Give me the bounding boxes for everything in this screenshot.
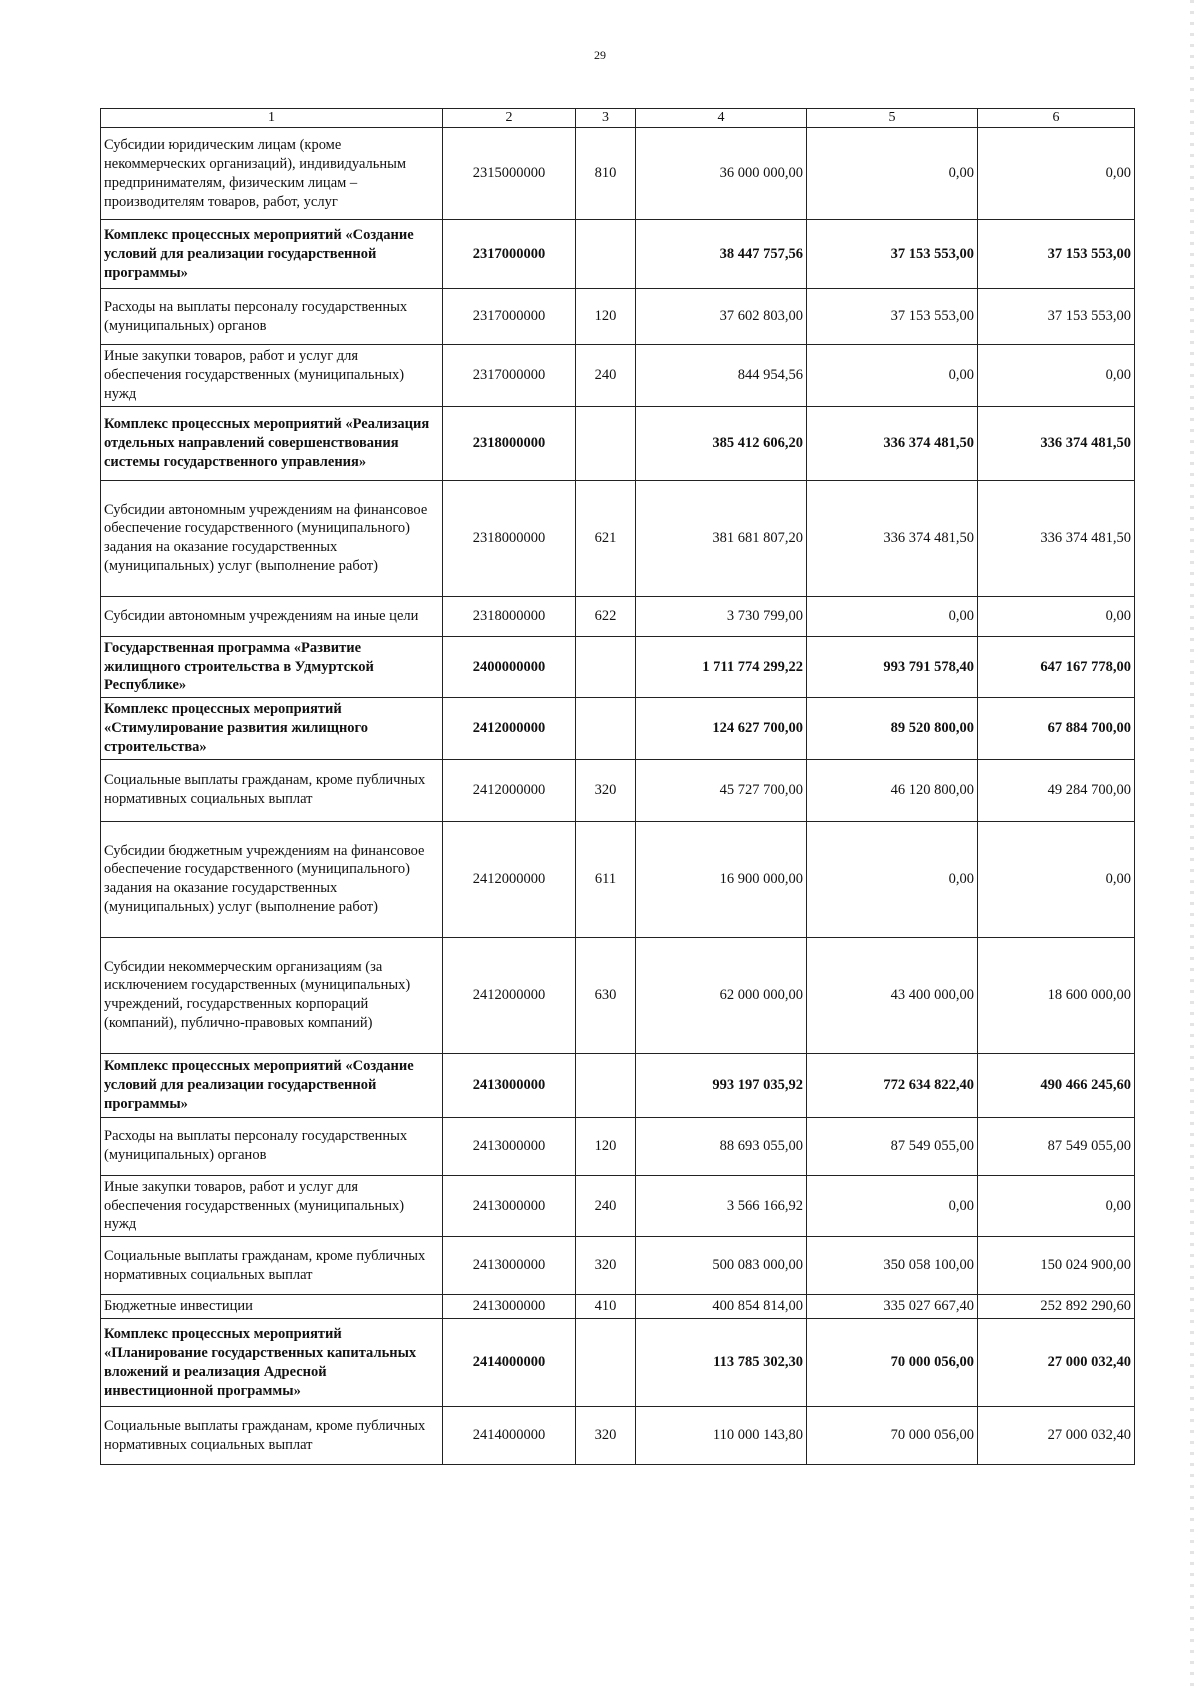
row-value-6-cell: 49 284 700,00 [978, 759, 1135, 821]
row-value-4-cell: 381 681 807,20 [636, 480, 807, 596]
table-row [101, 937, 1135, 1053]
row-value-6-cell: 0,00 [978, 1175, 1135, 1237]
row-code-cell: 2413000000 [443, 1053, 576, 1117]
row-value-6-cell: 27 000 032,40 [978, 1407, 1135, 1465]
row-value-5-cell: 70 000 056,00 [807, 1319, 978, 1407]
row-value-6-cell: 252 892 290,60 [978, 1295, 1135, 1319]
row-name-cell: Социальные выплаты гражданам, кроме публичных нормативных социальных выплат [101, 1407, 443, 1465]
row-name-cell: Субсидии бюджетным учреждениям на финансовое обеспечение государственного (муниципального) задания на оказание государственных (муниципальных) услуг (выполнение работ) [101, 821, 443, 937]
header-row [101, 109, 1135, 128]
row-value-4-cell: 37 602 803,00 [636, 289, 807, 345]
row-type-cell: 320 [576, 1407, 636, 1465]
row-code-cell: 2317000000 [443, 220, 576, 289]
row-value-6-cell: 490 466 245,60 [978, 1053, 1135, 1117]
row-value-4-cell: 3 566 166,92 [636, 1175, 807, 1237]
row-type-cell: 320 [576, 759, 636, 821]
row-code-cell: 2412000000 [443, 821, 576, 937]
row-code-cell: 2413000000 [443, 1117, 576, 1175]
table-row [101, 128, 1135, 220]
row-value-5-cell: 0,00 [807, 1175, 978, 1237]
header-cell: 1 [101, 109, 443, 128]
row-name-cell: Иные закупки товаров, работ и услуг для обеспечения государственных (муниципальных) нужд [101, 1175, 443, 1237]
row-code-cell: 2413000000 [443, 1237, 576, 1295]
header-cell: 6 [978, 109, 1135, 128]
row-code-cell: 2318000000 [443, 480, 576, 596]
table-row [101, 759, 1135, 821]
header-cell: 4 [636, 109, 807, 128]
row-code-cell: 2317000000 [443, 345, 576, 407]
row-name-cell: Расходы на выплаты персоналу государственных (муниципальных) органов [101, 1117, 443, 1175]
row-name-cell: Субсидии некоммерческим организациям (за исключением государственных (муниципальных) учреждений, государственных корпораций (компаний), публично-правовых компаний) [101, 937, 443, 1053]
row-name-cell: Комплекс процессных мероприятий «Создание условий для реализации государственной программы» [101, 220, 443, 289]
row-value-6-cell: 0,00 [978, 345, 1135, 407]
table-row [101, 1053, 1135, 1117]
row-value-4-cell: 62 000 000,00 [636, 937, 807, 1053]
row-value-6-cell: 0,00 [978, 596, 1135, 636]
row-name-cell: Расходы на выплаты персоналу государственных (муниципальных) органов [101, 289, 443, 345]
row-type-cell [576, 220, 636, 289]
row-type-cell: 630 [576, 937, 636, 1053]
row-value-4-cell: 88 693 055,00 [636, 1117, 807, 1175]
table-row [101, 1237, 1135, 1295]
row-value-5-cell: 350 058 100,00 [807, 1237, 978, 1295]
row-value-5-cell: 0,00 [807, 345, 978, 407]
row-value-4-cell: 385 412 606,20 [636, 406, 807, 480]
row-value-5-cell: 46 120 800,00 [807, 759, 978, 821]
row-code-cell: 2318000000 [443, 406, 576, 480]
row-type-cell: 120 [576, 289, 636, 345]
row-value-5-cell: 70 000 056,00 [807, 1407, 978, 1465]
row-name-cell: Бюджетные инвестиции [101, 1295, 443, 1319]
row-name-cell: Субсидии автономным учреждениям на финансовое обеспечение государственного (муниципального) задания на оказание государственных (муниципальных) услуг (выполнение работ) [101, 480, 443, 596]
row-value-6-cell: 150 024 900,00 [978, 1237, 1135, 1295]
row-value-6-cell: 336 374 481,50 [978, 480, 1135, 596]
table-row [101, 220, 1135, 289]
row-value-6-cell: 647 167 778,00 [978, 636, 1135, 698]
row-value-5-cell: 336 374 481,50 [807, 406, 978, 480]
budget-table [100, 108, 1135, 1465]
row-type-cell: 120 [576, 1117, 636, 1175]
table-row [101, 1117, 1135, 1175]
row-value-5-cell: 89 520 800,00 [807, 698, 978, 760]
table-body [101, 128, 1135, 1465]
row-value-5-cell: 335 027 667,40 [807, 1295, 978, 1319]
row-value-4-cell: 3 730 799,00 [636, 596, 807, 636]
row-name-cell: Иные закупки товаров, работ и услуг для обеспечения государственных (муниципальных) нужд [101, 345, 443, 407]
row-type-cell: 622 [576, 596, 636, 636]
page-number: 29 [594, 48, 606, 62]
row-code-cell: 2413000000 [443, 1175, 576, 1237]
row-value-4-cell: 45 727 700,00 [636, 759, 807, 821]
row-type-cell: 410 [576, 1295, 636, 1319]
row-value-4-cell: 36 000 000,00 [636, 128, 807, 220]
row-value-5-cell: 0,00 [807, 821, 978, 937]
row-value-6-cell: 27 000 032,40 [978, 1319, 1135, 1407]
row-type-cell [576, 636, 636, 698]
row-value-4-cell: 400 854 814,00 [636, 1295, 807, 1319]
row-type-cell: 611 [576, 821, 636, 937]
row-code-cell: 2317000000 [443, 289, 576, 345]
row-value-5-cell: 993 791 578,40 [807, 636, 978, 698]
row-value-5-cell: 37 153 553,00 [807, 220, 978, 289]
row-code-cell: 2412000000 [443, 698, 576, 760]
row-name-cell: Комплекс процессных мероприятий «Планирование государственных капитальных вложений и реализация Адресной инвестиционной программы» [101, 1319, 443, 1407]
row-name-cell: Комплекс процессных мероприятий «Создание условий для реализации государственной программы» [101, 1053, 443, 1117]
row-value-5-cell: 0,00 [807, 596, 978, 636]
row-value-4-cell: 16 900 000,00 [636, 821, 807, 937]
row-code-cell: 2315000000 [443, 128, 576, 220]
row-name-cell: Комплекс процессных мероприятий «Реализация отдельных направлений совершенствования системы государственного управления» [101, 406, 443, 480]
row-value-6-cell: 37 153 553,00 [978, 289, 1135, 345]
row-type-cell [576, 1319, 636, 1407]
row-value-6-cell: 18 600 000,00 [978, 937, 1135, 1053]
table-row [101, 1407, 1135, 1465]
row-type-cell: 240 [576, 345, 636, 407]
row-type-cell: 320 [576, 1237, 636, 1295]
row-type-cell [576, 406, 636, 480]
row-value-6-cell: 0,00 [978, 821, 1135, 937]
scan-edge [1190, 0, 1194, 1686]
row-value-5-cell: 772 634 822,40 [807, 1053, 978, 1117]
row-value-6-cell: 0,00 [978, 128, 1135, 220]
row-type-cell [576, 698, 636, 760]
row-value-6-cell: 67 884 700,00 [978, 698, 1135, 760]
table-row [101, 406, 1135, 480]
row-code-cell: 2412000000 [443, 759, 576, 821]
header-cell: 3 [576, 109, 636, 128]
table-row [101, 1319, 1135, 1407]
table-row [101, 636, 1135, 698]
row-value-5-cell: 37 153 553,00 [807, 289, 978, 345]
row-value-5-cell: 336 374 481,50 [807, 480, 978, 596]
header-cell: 5 [807, 109, 978, 128]
row-name-cell: Социальные выплаты гражданам, кроме публичных нормативных социальных выплат [101, 1237, 443, 1295]
row-name-cell: Социальные выплаты гражданам, кроме публичных нормативных социальных выплат [101, 759, 443, 821]
row-value-4-cell: 500 083 000,00 [636, 1237, 807, 1295]
row-code-cell: 2412000000 [443, 937, 576, 1053]
row-code-cell: 2414000000 [443, 1319, 576, 1407]
row-value-6-cell: 37 153 553,00 [978, 220, 1135, 289]
row-type-cell: 240 [576, 1175, 636, 1237]
table-row [101, 480, 1135, 596]
header-cell: 2 [443, 109, 576, 128]
row-code-cell: 2318000000 [443, 596, 576, 636]
row-value-4-cell: 113 785 302,30 [636, 1319, 807, 1407]
table-row [101, 821, 1135, 937]
table-row [101, 1295, 1135, 1319]
row-code-cell: 2400000000 [443, 636, 576, 698]
row-value-6-cell: 87 549 055,00 [978, 1117, 1135, 1175]
row-value-4-cell: 993 197 035,92 [636, 1053, 807, 1117]
row-value-4-cell: 844 954,56 [636, 345, 807, 407]
table-row [101, 1175, 1135, 1237]
table-row [101, 698, 1135, 760]
row-value-5-cell: 0,00 [807, 128, 978, 220]
row-name-cell: Государственная программа «Развитие жилищного строительства в Удмуртской Республике» [101, 636, 443, 698]
row-code-cell: 2413000000 [443, 1295, 576, 1319]
row-value-4-cell: 1 711 774 299,22 [636, 636, 807, 698]
table-row [101, 289, 1135, 345]
row-type-cell [576, 1053, 636, 1117]
row-value-5-cell: 87 549 055,00 [807, 1117, 978, 1175]
row-type-cell: 621 [576, 480, 636, 596]
row-type-cell: 810 [576, 128, 636, 220]
row-value-4-cell: 124 627 700,00 [636, 698, 807, 760]
row-name-cell: Субсидии юридическим лицам (кроме некоммерческих организаций), индивидуальным предпринимателям, физическим лицам – производителям товаров, работ, услуг [101, 128, 443, 220]
row-value-6-cell: 336 374 481,50 [978, 406, 1135, 480]
table-row [101, 345, 1135, 407]
row-code-cell: 2414000000 [443, 1407, 576, 1465]
row-value-5-cell: 43 400 000,00 [807, 937, 978, 1053]
row-name-cell: Комплекс процессных мероприятий «Стимулирование развития жилищного строительства» [101, 698, 443, 760]
row-value-4-cell: 110 000 143,80 [636, 1407, 807, 1465]
row-value-4-cell: 38 447 757,56 [636, 220, 807, 289]
table-row [101, 596, 1135, 636]
row-name-cell: Субсидии автономным учреждениям на иные цели [101, 596, 443, 636]
